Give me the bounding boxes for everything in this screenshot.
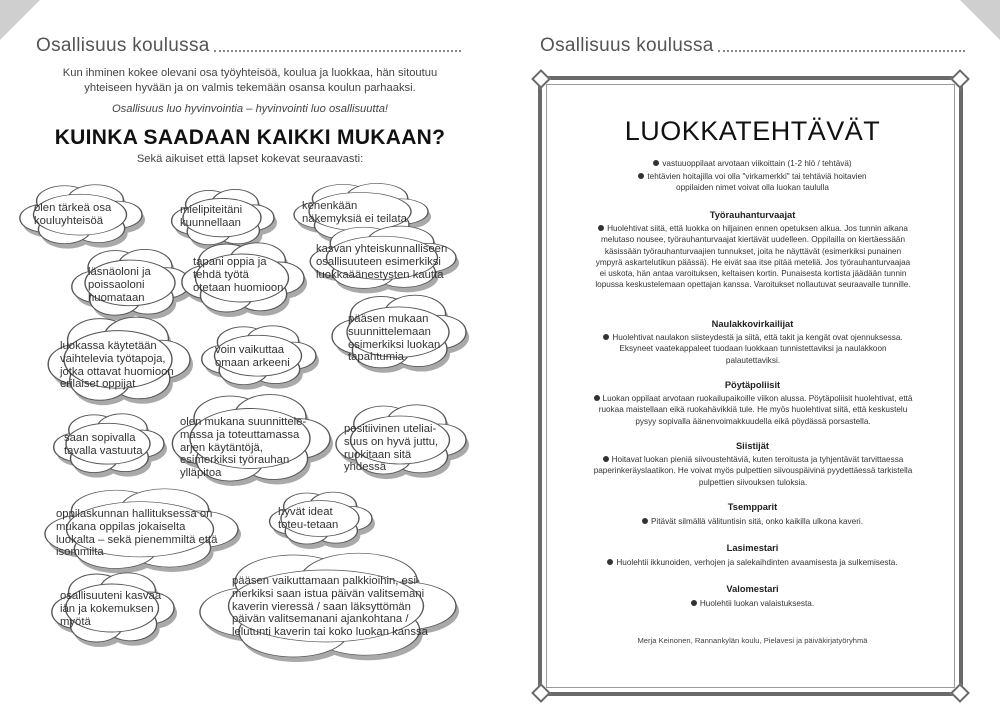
- section-title-3: Pöytäpoliisit: [724, 380, 781, 390]
- cloud-text-16: pääsen vaikuttamaan palkkioihin, esi-merkiksi saan istua päivän valitsemani kaverin vieressä / saan läksyttömän päivän valitsemanani ajankohtana / lelutunti kaverin tai koko luokan kanssa: [232, 575, 428, 639]
- main-heading: KUINKA SAADAAN KAIKKI MUKAAN?: [54, 126, 446, 149]
- bullet-icon: [691, 600, 697, 606]
- cloud-text-13: oppilaskunnan hallituksessa on mukana oppilas jokaiselta luokalta – sekä pienemmiltä että isommilta: [56, 508, 218, 559]
- bullet-icon: [594, 395, 600, 401]
- right-page: [500, 0, 1000, 707]
- section-title-6: Lasimestari: [726, 543, 779, 553]
- cloud-text-12: positiivinen uteliai-suus on hyvä juttu, ruokitaan sitä yhdessä: [344, 423, 439, 474]
- section-title-1: Työrauhanturvaajat: [709, 210, 796, 220]
- section-text-7: Huolehtii luokan valaistuksesta.: [570, 598, 935, 609]
- cloud-text-4: kasvan yhteiskunnalliseen osallisuuteen esimerkiksi luokkaäänestysten kautta: [316, 243, 448, 281]
- bullet-icon: [642, 518, 648, 524]
- tasks-title: LUOKKATEHTÄVÄT: [624, 116, 881, 146]
- cloud-text-10: olen mukana suunnittele-massa ja toteuttamassa arjen käytäntöjä, esimerkiksi työrauhan ylläpitoa: [180, 416, 307, 480]
- left-header-title: Osallisuus koulussa: [36, 35, 210, 56]
- cloud-text-14: hyvät ideat toteu-tetaan: [278, 506, 339, 531]
- right-header: [540, 35, 965, 57]
- section-text-3: Luokan oppilaat arvotaan ruokailupaikoille viikon alussa. Pöytäpoliisit huolehtivat, että ruokaa maistellaan eikä ruokahävikkiä tule. He myös huolehtivat siitä, että keskustelu pysyy sopivalla äänenvoimakkuudella eikä pöydässä porsastella.: [592, 393, 914, 427]
- section-title-2: Naulakkovirkailijat: [711, 319, 794, 329]
- section-title-5: Tsempparit: [727, 502, 778, 512]
- section-text-1: Huolehtivat siitä, että luokka on hiljainen ennen opetuksen alkua. Jos tunnin aikana melutaso nousee, työrauhanturvaajat kiertävät uudelleen. Oppilailla on kiertäessään käsissään työrauhanturvaajien tunnukset, joita he näyttävät (esimerkiksi punainen ympyrä askartelutikun päässä). He eivät saa itse pitää meteliä. Jos työrauhanturvaajaa ei uskota, hän antaa varoituksen, keltaisen kortin. Punaisesta kortista jäädään tunnin lopussa keskustelemaan opettajan kanssa. Varoitukset nollautuvat seuraavalle tunnille.: [595, 224, 911, 290]
- bullet-icon: [607, 559, 613, 565]
- cloud-text-1: olen tärkeä osa kouluyhteisöä: [34, 202, 112, 227]
- frame-corner-ornament: [531, 683, 551, 703]
- cloud-text-9: voin vaikuttaa omaan arkeeni: [215, 344, 290, 369]
- section-text-2: Huolehtivat naulakon siisteydestä ja siitä, että takit ja kengät ovat ojennuksessa. Eksyneet vaatekappaleet tuodaan luokkaan tunnistettaviksi ja naulakkoon palautettaviksi.: [592, 332, 914, 366]
- section-title-7: Valomestari: [726, 584, 779, 594]
- section-text-6: Huolehtii ikkunoiden, verhojen ja salekaihdinten avaamisesta ja sulkemisesta.: [570, 557, 935, 568]
- cloud-text-8: luokassa käytetään vaihtelevia työtapoja, jotka ottavat huomioon erilaiset oppijat: [60, 340, 174, 391]
- right-header-title: Osallisuus koulussa: [540, 35, 714, 56]
- frame-corner-ornament: [950, 69, 970, 89]
- quote-text: Osallisuus luo hyvinvointia – hyvinvointi luo osallisuutta!: [111, 103, 389, 115]
- cloud-text-11: saan sopivalla tavalla vastuuta: [64, 432, 143, 457]
- cloud-text-5: läsnäoloni ja poissaoloni huomataan: [88, 266, 151, 304]
- bullet-icon: [603, 456, 609, 462]
- bullet-icon: [598, 225, 604, 231]
- bullet-icon: [603, 334, 609, 340]
- subheading: Sekä aikuiset että lapset kokevat seuraavasti:: [136, 153, 364, 165]
- cloud-text-2: mielipiteitäni kuunnellaan: [180, 204, 243, 229]
- cloud-text-7: pääsen mukaan suunnittelemaan esimerkiksi luokan tapahtumia: [348, 313, 441, 364]
- cloud-text-15: osallisuuteni kasvaa iän ja kokemuksen myötä: [60, 590, 162, 628]
- bullet-icon: [638, 173, 644, 179]
- frame-corner-ornament: [950, 683, 970, 703]
- cloud-text-6: tapani oppia ja tehdä työtä otetaan huomioon: [193, 256, 284, 294]
- section-text-5: Pitävät silmällä välituntisin sitä, onko kaikilla ulkona kaveri.: [570, 516, 935, 527]
- intro-text: Kun ihminen kokee olevani osa työyhteisöä, koulua ja luokkaa, hän sitoutuu yhteiseen hyvään ja on valmis tekemään osansa koulun parhaaksi.: [62, 67, 438, 94]
- section-title-4: Siistijät: [735, 441, 770, 451]
- cloud-text-3: kenenkään näkemyksiä ei teilata: [302, 200, 407, 225]
- right-header-dotted-line: [718, 49, 965, 52]
- frame-corner-ornament: [531, 69, 551, 89]
- bullet-icon: [653, 160, 659, 166]
- credit-line: Merja Keinonen, Rannankylän koulu, Pielavesi ja päiväkirjatyöryhmä: [637, 636, 868, 645]
- intro-line-2: tehtävien hoitajilla voi olla "virkamerkki" tai tehtäviä hoitavien oppilaiden nimet voivat olla luokan taululla: [620, 171, 885, 193]
- intro-line-1: vastuuoppilaat arvotaan viikoittain (1-2 hlö / tehtävä): [570, 158, 935, 169]
- section-text-4: Hoitavat luokan pieniä siivoustehtäviä, kuten teroitusta ja tyhjentävät tarvittaessa paperinkeräyslaatikon. He voivat myös pulpettien siivouspäivinä pyydettäessä tarkistella pulpettien siivouksen tuloksia.: [593, 455, 913, 487]
